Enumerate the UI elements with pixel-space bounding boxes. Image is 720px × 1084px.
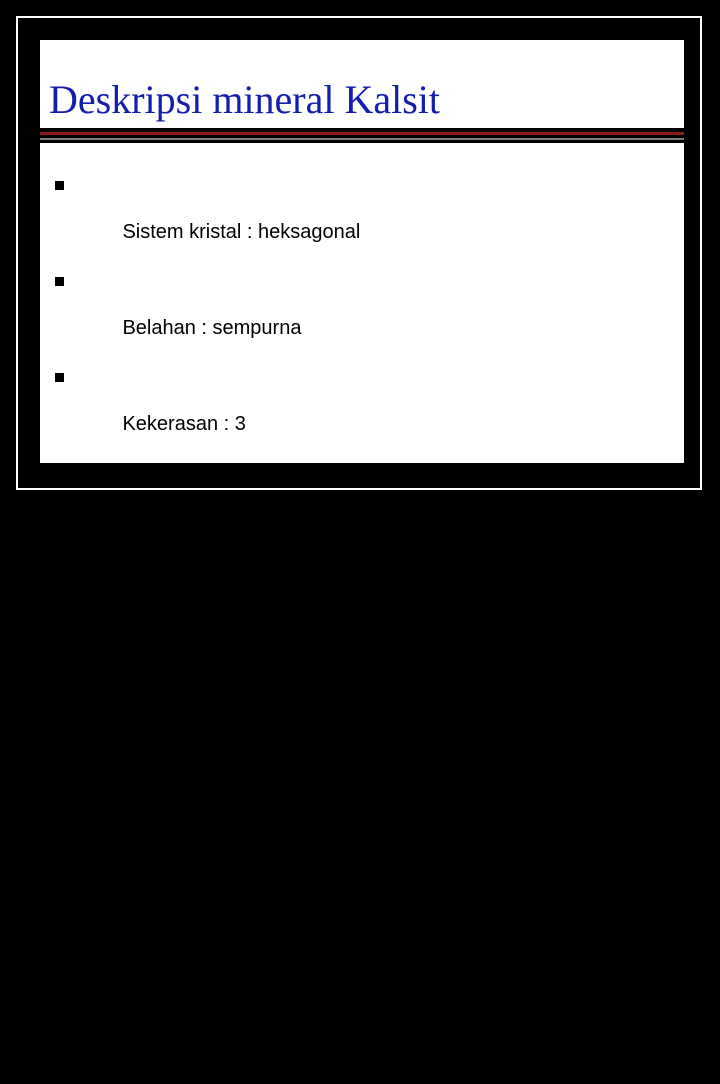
bullet-text: Terdapat: sebagian besar terbentuk di laut sebagai nodul dalam batuan sedimen. Urat hidrotermal sebagai mineral gang, di dalam berbagai batuan beku. (78, 989, 643, 1059)
content-panel (40, 143, 684, 1059)
bullet-item-sistem-kristal (55, 172, 675, 268)
title-panel (40, 40, 684, 128)
square-bullet-icon (55, 949, 64, 958)
square-bullet-icon (55, 565, 64, 574)
bullet-item-bj (55, 460, 675, 556)
square-bullet-icon (55, 469, 64, 478)
square-bullet-icon (55, 661, 64, 670)
square-bullet-icon (55, 853, 64, 862)
bullet-item-cerat (55, 748, 675, 844)
bullet-text: Kilap : kaca (122, 605, 237, 627)
bullet-item-terdapat (55, 940, 643, 1084)
bullet-text: Bj : 2,71 (122, 509, 196, 531)
slide-title: Deskripsi mineral Kalsit (49, 77, 441, 122)
bullet-text: Warna : bening atau putih (122, 701, 351, 723)
bullet-text: Kekerasan : 3 (122, 413, 246, 435)
title-divider-red (40, 132, 684, 135)
bullet-text: Cerat : putih (122, 797, 232, 819)
bullet-list (55, 172, 675, 1084)
bullet-text: Optik kompleks (122, 893, 260, 915)
bullet-text: Belahan : sempurna (122, 317, 302, 339)
square-bullet-icon (55, 757, 64, 766)
title-divider-grey (40, 138, 684, 140)
square-bullet-icon (55, 373, 64, 382)
bullet-item-kilap (55, 556, 675, 652)
bullet-item-kekerasan (55, 364, 675, 460)
bullet-item-optik (55, 844, 675, 940)
bullet-item-warna (55, 652, 675, 748)
bullet-item-belahan (55, 268, 675, 364)
bullet-text: Sistem kristal : heksagonal (122, 221, 361, 243)
square-bullet-icon (55, 277, 64, 286)
square-bullet-icon (55, 181, 64, 190)
